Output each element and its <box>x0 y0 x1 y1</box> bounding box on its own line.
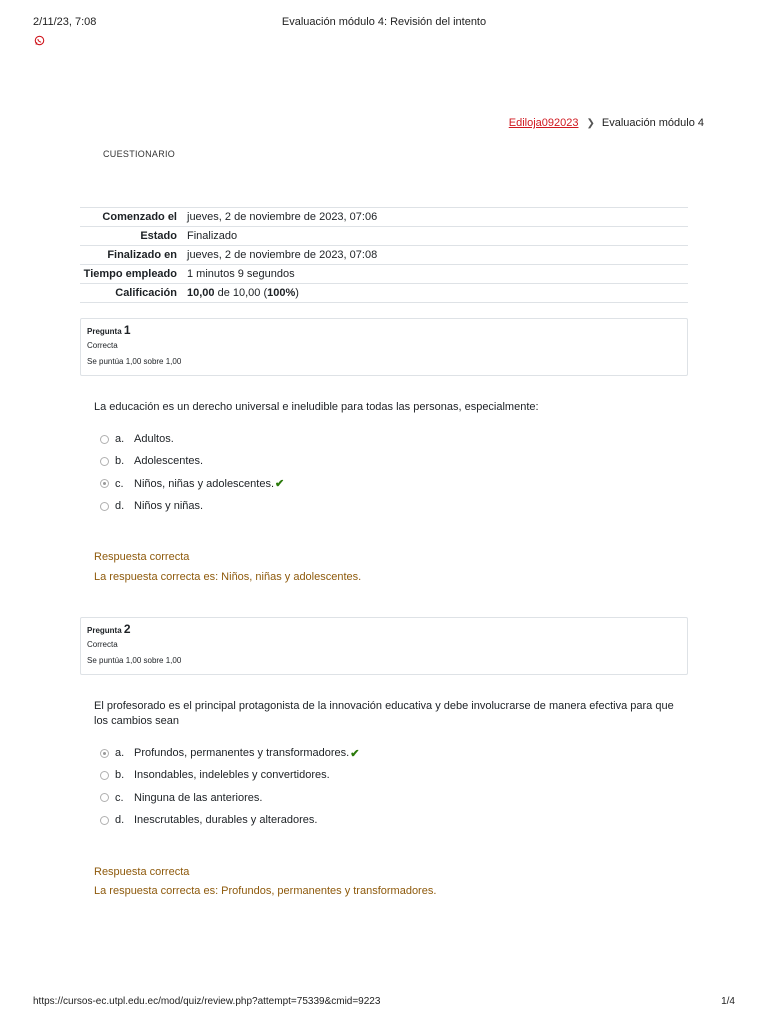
feedback-right-answer: La respuesta correcta es: Niños, niñas y adolescentes. <box>94 571 362 583</box>
summary-row <box>80 227 688 246</box>
grade-score: 10,00 <box>187 287 215 299</box>
breadcrumb-course-link[interactable]: Ediloja092023 <box>508 117 579 129</box>
radio-icon <box>100 793 109 802</box>
answer-list <box>100 742 359 831</box>
question-grade: Se puntúa 1,00 sobre 1,00 <box>87 656 182 665</box>
radio-icon <box>100 435 109 444</box>
answer-option <box>100 495 284 517</box>
answer-letter: b. <box>115 455 125 468</box>
section-label: CUESTIONARIO <box>103 149 176 159</box>
radio-icon <box>100 502 109 511</box>
answer-option-selected <box>100 742 359 764</box>
answer-text: Niños y niñas. <box>134 500 204 513</box>
answer-text: Adultos. <box>134 433 174 446</box>
summary-label: Tiempo empleado <box>83 268 177 280</box>
answer-text: Inescrutables, durables y alteradores. <box>134 814 318 827</box>
summary-label: Estado <box>140 230 177 242</box>
question-label: Pregunta <box>87 626 122 635</box>
radio-icon <box>100 479 109 488</box>
print-datetime: 2/11/23, 7:08 <box>33 16 97 28</box>
answer-option <box>100 450 284 472</box>
question-state: Correcta <box>87 341 118 350</box>
grade-percent: 100% <box>267 287 296 299</box>
question-number <box>87 323 681 337</box>
summary-value: jueves, 2 de noviembre de 2023, 07:06 <box>187 211 378 223</box>
answer-option <box>100 428 284 450</box>
checkmark-icon: ✔ <box>350 747 360 760</box>
answer-text: Niños, niñas y adolescentes. <box>134 477 275 490</box>
answer-letter: b. <box>115 769 125 782</box>
answer-letter: c. <box>115 477 124 490</box>
feedback-right-answer: La respuesta correcta es: Profundos, permanentes y transformadores. <box>94 885 437 897</box>
chevron-right-icon: ❯ <box>586 117 595 129</box>
answer-letter: d. <box>115 500 125 513</box>
breadcrumb-current: Evaluación módulo 4 <box>601 117 704 129</box>
question-info-box <box>80 318 688 376</box>
breadcrumb <box>509 117 704 129</box>
print-header <box>0 16 768 30</box>
footer-url: https://cursos-ec.utpl.edu.ec/mod/quiz/review.php?attempt=75339&cmid=9223 <box>33 996 381 1007</box>
footer-page-number: 1/4 <box>721 996 735 1007</box>
summary-row <box>80 208 688 227</box>
answer-letter: d. <box>115 814 125 827</box>
answer-text: Insondables, indelebles y convertidores. <box>134 769 330 782</box>
answer-letter: a. <box>115 433 125 446</box>
question-text: La educación es un derecho universal e ineludible para todas las personas, especialmente: <box>94 401 539 413</box>
question-number-value: 1 <box>123 323 131 337</box>
question-info-box <box>80 617 688 675</box>
answer-text: Profundos, permanentes y transformadores. <box>134 747 350 760</box>
summary-label: Calificación <box>115 287 177 299</box>
feedback-status: Respuesta correcta <box>94 866 190 878</box>
radio-icon <box>100 457 109 466</box>
question-text: El profesorado es el principal protagonista de la innovación educativa y debe involucrarse de manera efectiva para que los cambios sean <box>94 700 674 727</box>
answer-option-selected <box>100 473 284 495</box>
radio-icon <box>100 749 109 758</box>
answer-option <box>100 809 359 831</box>
question-grade: Se puntúa 1,00 sobre 1,00 <box>87 357 182 366</box>
answer-list <box>100 428 284 517</box>
answer-option <box>100 764 359 786</box>
question-label: Pregunta <box>87 327 122 336</box>
radio-icon <box>100 771 109 780</box>
summary-row-grade <box>80 284 688 303</box>
summary-grade-value <box>183 284 688 303</box>
whatsapp-icon[interactable] <box>34 35 45 46</box>
question-number <box>87 622 681 636</box>
attempt-summary-table <box>80 207 688 303</box>
summary-value: 1 minutos 9 segundos <box>187 268 295 280</box>
answer-letter: c. <box>115 791 124 804</box>
grade-of: de 10,00 ( <box>214 287 268 299</box>
summary-label: Comenzado el <box>102 211 177 223</box>
grade-close: ) <box>295 287 299 299</box>
summary-row <box>80 265 688 284</box>
checkmark-icon: ✔ <box>275 478 285 491</box>
question-state: Correcta <box>87 640 118 649</box>
answer-option <box>100 787 359 809</box>
feedback-status: Respuesta correcta <box>94 551 190 563</box>
print-title: Evaluación módulo 4: Revisión del intento <box>281 16 487 28</box>
summary-row <box>80 246 688 265</box>
summary-label: Finalizado en <box>107 249 177 261</box>
answer-letter: a. <box>115 747 125 760</box>
summary-value: Finalizado <box>187 230 238 242</box>
summary-value: jueves, 2 de noviembre de 2023, 07:08 <box>187 249 378 261</box>
answer-text: Adolescentes. <box>134 455 204 468</box>
radio-icon <box>100 816 109 825</box>
question-number-value: 2 <box>123 622 131 636</box>
answer-text: Ninguna de las anteriores. <box>134 791 263 804</box>
